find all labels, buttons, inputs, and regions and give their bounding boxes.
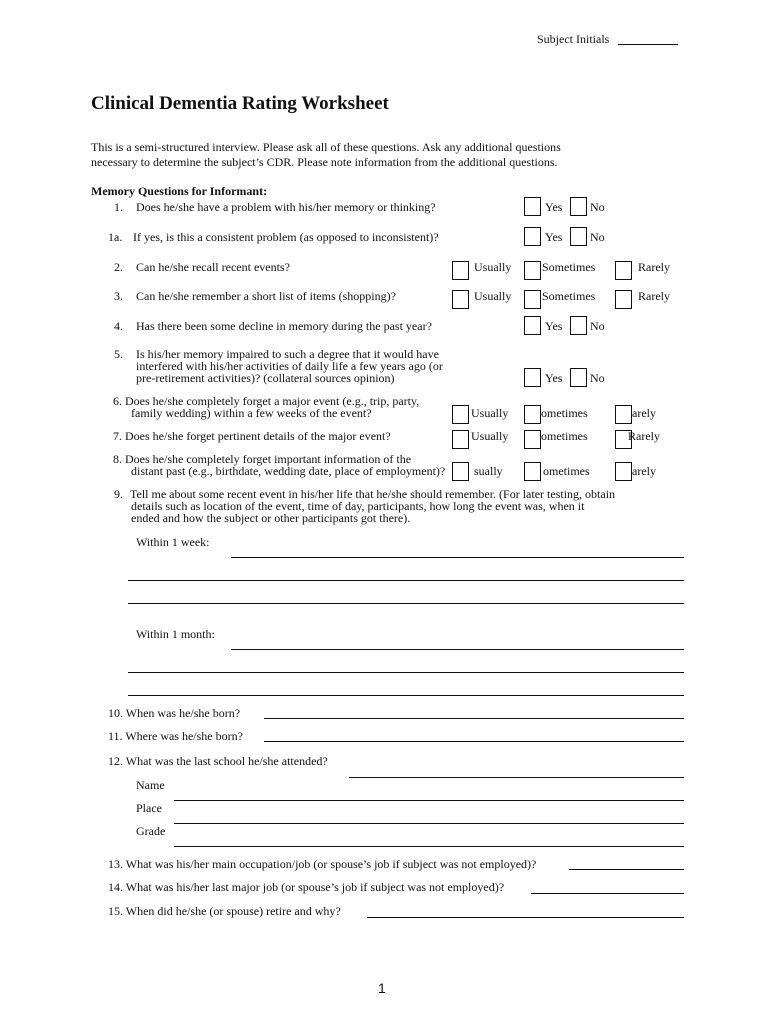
q4-no-checkbox[interactable] [570,316,587,335]
sometimes-label: ometimes [543,464,590,478]
within-1-week-line-2[interactable] [128,580,684,581]
school-name-field[interactable] [174,800,684,801]
yes-label: Yes [545,230,563,244]
q3-sometimes-checkbox[interactable] [524,290,541,309]
subject-initials-field[interactable] [618,44,678,45]
question-8-line-2: distant past (e.g., birthdate, wedding date, place of employment)? [131,464,446,478]
question-number: 9. [114,487,123,501]
q4-yes-checkbox[interactable] [524,316,541,335]
within-1-week-label: Within 1 week: [136,535,210,549]
q5-no-checkbox[interactable] [570,368,587,387]
q2-rarely-checkbox[interactable] [615,261,632,280]
subject-initials-label: Subject Initials [537,32,610,46]
question-3-text: Can he/she remember a short list of items (shopping)? [136,289,396,303]
q7-usually-checkbox[interactable] [452,430,469,449]
question-number: 2. [114,260,123,274]
q5-yes-checkbox[interactable] [524,368,541,387]
no-label: No [590,200,605,214]
no-label: No [590,371,605,385]
q2-sometimes-checkbox[interactable] [524,261,541,280]
yes-label: Yes [545,371,563,385]
question-12-text: 12. What was the last school he/she attended? [108,754,328,768]
within-1-month-line-2[interactable] [128,672,684,673]
q1a-no-checkbox[interactable] [570,227,587,246]
question-number: 5. [114,347,123,361]
question-number: 3. [114,289,123,303]
no-label: No [590,319,605,333]
page-number: 1 [378,980,386,996]
question-5-line-3: pre-retirement activities)? (collateral sources opinion) [136,371,395,385]
question-10-text: 10. When was he/she born? [108,706,241,720]
q2-usually-checkbox[interactable] [452,261,469,280]
school-place-field[interactable] [174,823,684,824]
question-13-text: 13. What was his/her main occupation/job (or spouse’s job if subject was not employed)? [108,857,537,871]
q3-usually-checkbox[interactable] [452,290,469,309]
q6-sometimes-checkbox[interactable] [524,405,541,424]
school-place-label: Place [136,801,162,815]
question-6-line-1: 6. Does he/she completely forget a major event (e.g., trip, party, [113,394,420,408]
question-5-line-2: interfered with his/her activities of daily life a few years ago (or [136,359,443,373]
rarely-label: Rarely [638,289,670,303]
q3-rarely-checkbox[interactable] [615,290,632,309]
within-1-month-line-3[interactable] [128,695,684,696]
rarely-label: Rarely [638,260,670,274]
question-1-text: Does he/she have a problem with his/her memory or thinking? [136,200,436,214]
intro-line-1: This is a semi-structured interview. Please ask all of these questions. Ask any additional questions [91,140,561,154]
q1-yes-checkbox[interactable] [524,197,541,216]
no-label: No [590,230,605,244]
q8-sometimes-checkbox[interactable] [524,462,541,481]
usually-label: Usually [474,260,512,274]
last-job-field[interactable] [531,893,684,894]
within-1-month-line-1[interactable] [231,649,684,650]
q1-no-checkbox[interactable] [570,197,587,216]
page-title: Clinical Dementia Rating Worksheet [91,93,389,114]
rarely-label: arely [632,464,656,478]
retirement-field[interactable] [367,917,684,918]
question-5-line-1: Is his/her memory impaired to such a degree that it would have [136,347,439,361]
last-school-field[interactable] [349,777,684,778]
question-4-text: Has there been some decline in memory during the past year? [136,319,432,333]
birth-date-field[interactable] [264,718,684,719]
question-1a-text: If yes, is this a consistent problem (as opposed to inconsistent)? [133,230,439,244]
rarely-label: Rarely [628,429,660,443]
main-occupation-field[interactable] [569,869,684,870]
question-15-text: 15. When did he/she (or spouse) retire and why? [108,904,341,918]
sometimes-label: ometimes [541,406,588,420]
q1a-yes-checkbox[interactable] [524,227,541,246]
question-8-line-1: 8. Does he/she completely forget important information of the [113,452,412,466]
sometimes-label: ometimes [541,429,588,443]
school-grade-field[interactable] [174,846,684,847]
q6-usually-checkbox[interactable] [452,405,469,424]
school-grade-label: Grade [136,824,166,838]
intro-line-2: necessary to determine the subject’s CDR. Please note information from the additional questions. [91,155,558,169]
sometimes-label: Sometimes [542,289,596,303]
question-6-line-2: family wedding) within a few weeks of the event? [131,406,372,420]
question-number: 1. [114,200,123,214]
sometimes-label: Sometimes [542,260,596,274]
question-9-line-3: ended and how the subject or other participants got there). [131,511,411,525]
birth-place-field[interactable] [264,741,684,742]
usually-label: sually [474,464,503,478]
section-heading: Memory Questions for Informant: [91,184,268,198]
question-9-line-1: Tell me about some recent event in his/her life that he/she should remember. (For later testing, obtain [130,487,616,501]
within-1-month-label: Within 1 month: [136,627,215,641]
question-9-line-2: details such as location of the event, time of day, participants, how long the event was, when it [131,499,585,513]
q7-sometimes-checkbox[interactable] [524,430,541,449]
rarely-label: arely [632,406,656,420]
question-14-text: 14. What was his/her last major job (or spouse’s job if subject was not employed)? [108,880,505,894]
usually-label: Usually [471,429,509,443]
question-2-text: Can he/she recall recent events? [136,260,290,274]
usually-label: Usually [474,289,512,303]
within-1-week-line-3[interactable] [128,603,684,604]
question-number: 4. [114,319,123,333]
question-number: 1a. [108,230,123,244]
usually-label: Usually [471,406,509,420]
yes-label: Yes [545,319,563,333]
q8-usually-checkbox[interactable] [452,462,469,481]
within-1-week-line-1[interactable] [231,557,684,558]
q6-rarely-checkbox[interactable] [615,405,632,424]
q8-rarely-checkbox[interactable] [615,462,632,481]
yes-label: Yes [545,200,563,214]
school-name-label: Name [136,778,165,792]
question-11-text: 11. Where was he/she born? [108,729,243,743]
question-7-text: 7. Does he/she forget pertinent details of the major event? [113,429,391,443]
